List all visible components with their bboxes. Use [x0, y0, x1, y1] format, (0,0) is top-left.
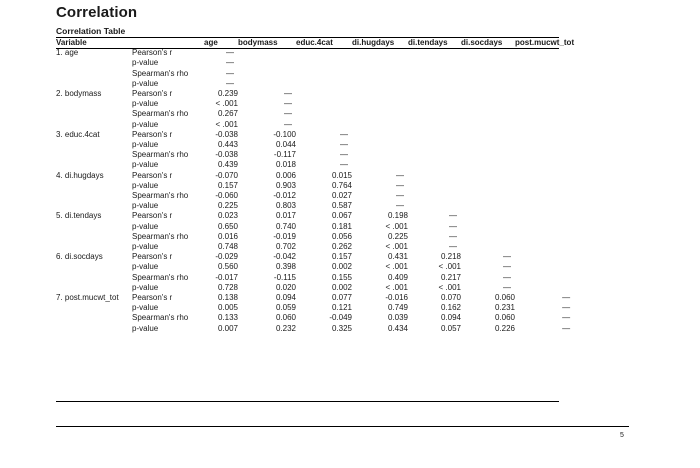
- table-cell: 0.060: [494, 293, 515, 303]
- table-cell: [515, 211, 574, 221]
- table-cell: [296, 109, 352, 119]
- column-header-variable: Variable: [56, 38, 87, 47]
- table-cell: [352, 69, 408, 79]
- statistic-label: Spearman's rho: [132, 150, 189, 160]
- table-cell: -0.012: [273, 191, 296, 201]
- table-cell: [461, 181, 515, 191]
- table-cell: —: [562, 323, 571, 333]
- table-cell: —: [503, 252, 511, 262]
- variable-name: [56, 324, 132, 334]
- table-cell: [461, 130, 515, 140]
- statistic-label: Pearson's r: [132, 170, 173, 180]
- statistic-label: Spearman's rho: [132, 109, 189, 119]
- table-cell: 0.027: [331, 191, 352, 201]
- table-cell: 0.650: [217, 221, 238, 231]
- variable-name: [56, 222, 132, 232]
- table-cell: [461, 242, 515, 252]
- table-cell: [352, 109, 408, 119]
- variable-name: [56, 191, 132, 201]
- table-cell: —: [284, 109, 292, 119]
- table-cell: -0.029: [215, 252, 238, 262]
- table-cell: [352, 89, 408, 99]
- table-cell: 0.121: [331, 303, 352, 313]
- table-subtitle: Correlation Table: [56, 26, 126, 36]
- page-number: 5: [620, 432, 624, 439]
- table-cell: 0.057: [440, 323, 461, 333]
- table-cell: [408, 181, 461, 191]
- table-cell: 0.587: [331, 201, 352, 211]
- statistic-label: p-value: [132, 58, 159, 68]
- table-cell: —: [449, 231, 457, 241]
- table-cell: [408, 191, 461, 201]
- variable-name: [56, 69, 132, 79]
- statistic-label: p-value: [132, 303, 159, 313]
- table-cell: 0.262: [331, 242, 352, 252]
- table-cell: 0.325: [331, 323, 352, 333]
- table-cell: 0.094: [440, 313, 461, 323]
- table-cell: 0.740: [275, 221, 296, 231]
- table-cell: 0.020: [275, 282, 296, 292]
- table-cell: 0.431: [387, 252, 408, 262]
- table-cell: —: [449, 221, 457, 231]
- table-cell: 0.225: [217, 201, 238, 211]
- table-cell: 0.056: [331, 231, 352, 241]
- table-cell: [461, 232, 515, 242]
- table-cell: [461, 150, 515, 160]
- table-cell: 0.749: [387, 303, 408, 313]
- table-cell: 0.016: [217, 231, 238, 241]
- column-header-dihugdays: di.hugdays: [352, 38, 395, 47]
- table-cell: [515, 130, 574, 140]
- table-cell: -0.117: [273, 150, 296, 160]
- table-row: [56, 293, 574, 303]
- table-row: [56, 89, 574, 99]
- column-header-bodymass: bodymass: [238, 38, 278, 47]
- table-cell: [515, 283, 574, 293]
- table-cell: [515, 171, 574, 181]
- table-cell: —: [562, 293, 571, 303]
- variable-name: [56, 262, 132, 272]
- table-cell: [296, 89, 352, 99]
- variable-name: 4. di.hugdays: [56, 170, 104, 180]
- table-cell: [515, 181, 574, 191]
- table-cell: -0.038: [215, 150, 238, 160]
- table-cell: [515, 150, 574, 160]
- table-cell: —: [340, 160, 348, 170]
- table-cell: 0.764: [331, 180, 352, 190]
- column-header-age: age: [204, 38, 218, 47]
- table-cell: [296, 48, 352, 58]
- table-cell: 0.157: [331, 252, 352, 262]
- table-cell: [515, 232, 574, 242]
- statistic-label: Pearson's r: [132, 48, 173, 58]
- table-cell: 0.005: [217, 303, 238, 313]
- table-cell: [515, 242, 574, 252]
- table-cell: -0.042: [273, 252, 296, 262]
- table-cell: < .001: [385, 282, 408, 292]
- table-cell: -0.115: [273, 272, 296, 282]
- statistic-label: Pearson's r: [132, 252, 173, 262]
- table-cell: < .001: [215, 119, 238, 129]
- table-cell: [352, 99, 408, 109]
- table-cell: < .001: [438, 262, 461, 272]
- table-cell: 0.039: [387, 313, 408, 323]
- table-cell: [515, 58, 574, 68]
- table-cell: [408, 69, 461, 79]
- table-cell: —: [226, 58, 234, 68]
- table-cell: —: [503, 282, 511, 292]
- table-cell: —: [449, 211, 457, 221]
- table-cell: 0.162: [440, 303, 461, 313]
- statistic-label: p-value: [132, 160, 159, 170]
- statistic-label: p-value: [132, 242, 159, 252]
- table-cell: —: [340, 150, 348, 160]
- column-header-disocdays: di.socdays: [461, 38, 503, 47]
- table-body: [56, 48, 574, 334]
- table-cell: 0.267: [217, 109, 238, 119]
- table-cell: [408, 140, 461, 150]
- table-cell: 0.232: [275, 323, 296, 333]
- table-cell: [408, 120, 461, 130]
- table-cell: 0.409: [387, 272, 408, 282]
- table-row: [56, 130, 574, 140]
- table-cell: [296, 79, 352, 89]
- table-row: [56, 48, 574, 58]
- table-cell: [515, 273, 574, 283]
- table-cell: 0.023: [217, 211, 238, 221]
- table-row: [56, 79, 574, 89]
- table-cell: [461, 58, 515, 68]
- table-cell: [461, 99, 515, 109]
- statistic-label: p-value: [132, 99, 159, 109]
- variable-name: 1. age: [56, 48, 79, 58]
- table-row: [56, 160, 574, 170]
- table-cell: [352, 130, 408, 140]
- table-cell: [515, 48, 574, 58]
- variable-name: 6. di.socdays: [56, 252, 103, 262]
- table-cell: [461, 201, 515, 211]
- table-cell: [238, 79, 296, 89]
- table-cell: -0.060: [215, 191, 238, 201]
- table-cell: [515, 201, 574, 211]
- table-cell: [238, 48, 296, 58]
- table-cell: [515, 140, 574, 150]
- table-cell: 0.067: [331, 211, 352, 221]
- table-cell: 0.077: [331, 293, 352, 303]
- table-cell: [515, 252, 574, 262]
- table-cell: [408, 109, 461, 119]
- table-cell: < .001: [438, 282, 461, 292]
- table-cell: 0.239: [217, 89, 238, 99]
- variable-name: [56, 109, 132, 119]
- table-cell: [408, 201, 461, 211]
- variable-name: 3. educ.4cat: [56, 129, 100, 139]
- table-row: [56, 191, 574, 201]
- table-row: [56, 181, 574, 191]
- table-cell: —: [284, 99, 292, 109]
- table-cell: [408, 99, 461, 109]
- table-cell: [296, 99, 352, 109]
- table-cell: —: [562, 303, 571, 313]
- statistic-label: Spearman's rho: [132, 272, 189, 282]
- table-cell: 0.702: [275, 242, 296, 252]
- table-cell: 0.015: [331, 170, 352, 180]
- table-cell: 0.133: [217, 313, 238, 323]
- variable-name: [56, 79, 132, 89]
- table-cell: 0.217: [440, 272, 461, 282]
- table-cell: [408, 89, 461, 99]
- table-cell: [352, 160, 408, 170]
- table-cell: 0.157: [217, 180, 238, 190]
- table-cell: 0.443: [217, 140, 238, 150]
- table-cell: [352, 58, 408, 68]
- table-cell: [461, 160, 515, 170]
- table-cell: —: [226, 68, 234, 78]
- table-cell: [352, 140, 408, 150]
- table-cell: 0.060: [494, 313, 515, 323]
- table-cell: 0.398: [275, 262, 296, 272]
- table-cell: [296, 58, 352, 68]
- table-cell: —: [503, 262, 511, 272]
- table-cell: 0.803: [275, 201, 296, 211]
- table-cell: [515, 191, 574, 201]
- table-cell: 0.439: [217, 160, 238, 170]
- table-cell: —: [396, 191, 404, 201]
- table-row: [56, 324, 574, 334]
- table-cell: 0.181: [331, 221, 352, 231]
- statistic-label: Spearman's rho: [132, 68, 189, 78]
- statistic-label: Spearman's rho: [132, 313, 189, 323]
- table-cell: —: [340, 140, 348, 150]
- variable-name: 5. di.tendays: [56, 211, 102, 221]
- table-cell: [408, 150, 461, 160]
- statistic-label: Spearman's rho: [132, 231, 189, 241]
- table-cell: -0.100: [273, 129, 296, 139]
- table-row: [56, 232, 574, 242]
- table-cell: 0.017: [275, 211, 296, 221]
- table-row: [56, 120, 574, 130]
- table-cell: —: [226, 48, 234, 58]
- table-cell: 0.198: [387, 211, 408, 221]
- table-cell: [352, 79, 408, 89]
- table-cell: -0.038: [215, 129, 238, 139]
- table-row: [56, 99, 574, 109]
- table-cell: 0.002: [331, 262, 352, 272]
- table-row: [56, 69, 574, 79]
- table-cell: —: [396, 170, 404, 180]
- table-cell: [408, 48, 461, 58]
- table-row: [56, 273, 574, 283]
- table-cell: 0.231: [494, 303, 515, 313]
- statistic-label: Pearson's r: [132, 89, 173, 99]
- table-cell: 0.059: [275, 303, 296, 313]
- table-cell: [352, 48, 408, 58]
- statistic-label: p-value: [132, 282, 159, 292]
- table-cell: —: [340, 129, 348, 139]
- header-row: [56, 38, 574, 48]
- table-cell: 0.018: [275, 160, 296, 170]
- table-row: [56, 109, 574, 119]
- variable-name: 2. bodymass: [56, 89, 102, 99]
- variable-name: [56, 160, 132, 170]
- table-cell: 0.070: [440, 293, 461, 303]
- page-divider: [56, 426, 629, 427]
- table-cell: [515, 109, 574, 119]
- variable-name: [56, 201, 132, 211]
- table-cell: [408, 171, 461, 181]
- table-cell: 0.218: [440, 252, 461, 262]
- table-cell: [408, 79, 461, 89]
- table-cell: [408, 160, 461, 170]
- table-row: [56, 201, 574, 211]
- table-cell: -0.016: [385, 293, 408, 303]
- statistic-label: p-value: [132, 323, 159, 333]
- table-cell: [296, 69, 352, 79]
- table-cell: [352, 150, 408, 160]
- table-cell: < .001: [385, 262, 408, 272]
- table-cell: [515, 222, 574, 232]
- table-cell: 0.006: [275, 170, 296, 180]
- table-cell: 0.225: [387, 231, 408, 241]
- table-cell: [408, 130, 461, 140]
- table-row: [56, 222, 574, 232]
- variable-name: [56, 140, 132, 150]
- table-row: [56, 58, 574, 68]
- table-cell: [515, 79, 574, 89]
- table-cell: 0.044: [275, 140, 296, 150]
- table-cell: —: [396, 180, 404, 190]
- table-row: [56, 252, 574, 262]
- statistic-label: p-value: [132, 201, 159, 211]
- table-cell: -0.017: [215, 272, 238, 282]
- table-cell: < .001: [385, 221, 408, 231]
- variable-name: [56, 283, 132, 293]
- statistic-label: Spearman's rho: [132, 191, 189, 201]
- table-cell: —: [449, 242, 457, 252]
- statistic-label: p-value: [132, 119, 159, 129]
- table-cell: 0.138: [217, 293, 238, 303]
- column-header-ditendays: di.tendays: [408, 38, 448, 47]
- table-row: [56, 283, 574, 293]
- statistic-label: p-value: [132, 221, 159, 231]
- table-cell: [461, 109, 515, 119]
- statistic-label: Pearson's r: [132, 129, 173, 139]
- table-row: [56, 262, 574, 272]
- variable-name: [56, 242, 132, 252]
- table-row: [56, 171, 574, 181]
- table-row: [56, 313, 574, 323]
- statistic-label: p-value: [132, 180, 159, 190]
- variable-name: [56, 232, 132, 242]
- statistic-label: Pearson's r: [132, 293, 173, 303]
- column-header-postmucwt: post.mucwt_tot: [515, 38, 575, 47]
- table-cell: [461, 79, 515, 89]
- page-title: Correlation: [56, 4, 138, 21]
- variable-name: [56, 99, 132, 109]
- statistic-label: p-value: [132, 140, 159, 150]
- table-cell: [238, 58, 296, 68]
- statistic-label: Pearson's r: [132, 211, 173, 221]
- table-cell: -0.049: [329, 313, 352, 323]
- variable-name: 7. post.mucwt_tot: [56, 293, 119, 303]
- variable-name: [56, 58, 132, 68]
- table-cell: [515, 69, 574, 79]
- table-cell: 0.060: [275, 313, 296, 323]
- table-cell: -0.070: [215, 170, 238, 180]
- table-cell: 0.434: [387, 323, 408, 333]
- table-cell: —: [562, 313, 571, 323]
- table-cell: 0.002: [331, 282, 352, 292]
- table-cell: [461, 171, 515, 181]
- table-cell: —: [226, 78, 234, 88]
- table-cell: 0.728: [217, 282, 238, 292]
- table-cell: [461, 140, 515, 150]
- table-bottom-rule: [56, 401, 559, 402]
- table-cell: 0.155: [331, 272, 352, 282]
- variable-name: [56, 313, 132, 323]
- variable-name: [56, 303, 132, 313]
- table-cell: -0.019: [273, 231, 296, 241]
- table-cell: [461, 211, 515, 221]
- variable-name: [56, 181, 132, 191]
- table-cell: —: [284, 89, 292, 99]
- table-row: [56, 303, 574, 313]
- table-cell: [461, 222, 515, 232]
- table-cell: 0.094: [275, 293, 296, 303]
- table-cell: [296, 120, 352, 130]
- variable-name: [56, 273, 132, 283]
- variable-name: [56, 120, 132, 130]
- table-row: [56, 140, 574, 150]
- table-cell: 0.748: [217, 242, 238, 252]
- table-cell: [461, 120, 515, 130]
- table-cell: [461, 69, 515, 79]
- table-cell: [515, 89, 574, 99]
- table-cell: [461, 89, 515, 99]
- table-row: [56, 211, 574, 221]
- table-cell: —: [503, 272, 511, 282]
- column-header-educ4cat: educ.4cat: [296, 38, 333, 47]
- table-cell: 0.903: [275, 180, 296, 190]
- correlation-table: [56, 38, 574, 334]
- table-cell: [515, 262, 574, 272]
- table-row: [56, 242, 574, 252]
- table-cell: [461, 191, 515, 201]
- table-cell: —: [284, 119, 292, 129]
- table-cell: 0.226: [494, 323, 515, 333]
- table-cell: 0.560: [217, 262, 238, 272]
- table-cell: [408, 58, 461, 68]
- statistic-label: p-value: [132, 78, 159, 88]
- table-cell: [461, 48, 515, 58]
- table-cell: [515, 99, 574, 109]
- table-cell: [352, 120, 408, 130]
- table-cell: [515, 160, 574, 170]
- statistic-label: p-value: [132, 262, 159, 272]
- table-cell: 0.007: [217, 323, 238, 333]
- variable-name: [56, 150, 132, 160]
- table-cell: [515, 120, 574, 130]
- table-cell: < .001: [385, 242, 408, 252]
- table-cell: < .001: [215, 99, 238, 109]
- table-row: [56, 150, 574, 160]
- table-cell: —: [396, 201, 404, 211]
- table-cell: [238, 69, 296, 79]
